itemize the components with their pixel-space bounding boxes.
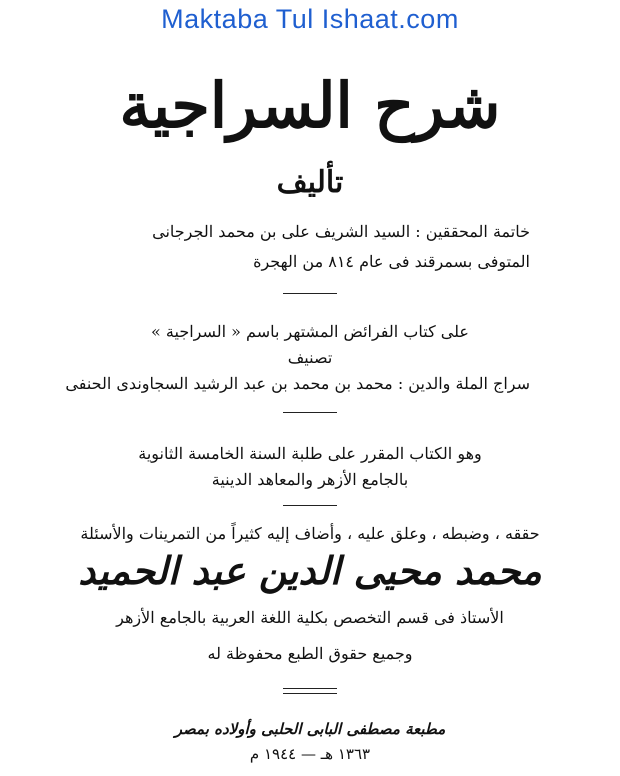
publication-year: ١٣٦٣ هـ — ١٩٤٤ م bbox=[249, 745, 371, 763]
authorship-label: تأليف bbox=[276, 165, 344, 200]
curriculum-line-2: بالجامع الأزهر والمعاهد الدينية bbox=[211, 470, 409, 489]
book-reference: على كتاب الفرائض المشتهر باسم « السراجية » bbox=[151, 322, 469, 341]
author-line-2: المتوفى بسمرقند فى عام ٨١٤ من الهجرة bbox=[253, 252, 530, 271]
separator-2 bbox=[283, 412, 337, 413]
separator-1 bbox=[283, 293, 337, 294]
editor-title: الأستاذ فى قسم التخصص بكلية اللغة العربية بالجامع الأزهر bbox=[116, 608, 504, 627]
separator-3 bbox=[283, 505, 337, 506]
site-watermark: Maktaba Tul Ishaat.com bbox=[161, 4, 459, 34]
curriculum-line-1: وهو الكتاب المقرر على طلبة السنة الخامسة الثانوية bbox=[138, 444, 482, 463]
author-line-1: خاتمة المحققين : السيد الشريف على بن محمد الجرجانى bbox=[152, 222, 530, 241]
editor-name: محمد محيى الدين عبد الحميد bbox=[78, 548, 542, 593]
compiler-line: سراج الملة والدين : محمد بن محمد بن عبد الرشيد السجاوندى الحنفى bbox=[65, 374, 530, 393]
book-title: شرح السراجية bbox=[119, 69, 501, 142]
rights-notice: وجميع حقوق الطبع محفوظة له bbox=[207, 644, 413, 663]
separator-4 bbox=[283, 688, 337, 689]
editor-note: حققه ، وضبطه ، وعلق عليه ، وأضاف إليه كثيراً من التمرينات والأسئلة bbox=[80, 524, 540, 543]
separator-5 bbox=[283, 693, 337, 694]
publisher-name: مطبعة مصطفى البابى الحلبى وأولاده بمصر bbox=[174, 720, 446, 738]
compiled-label: تصنيف bbox=[287, 348, 333, 367]
